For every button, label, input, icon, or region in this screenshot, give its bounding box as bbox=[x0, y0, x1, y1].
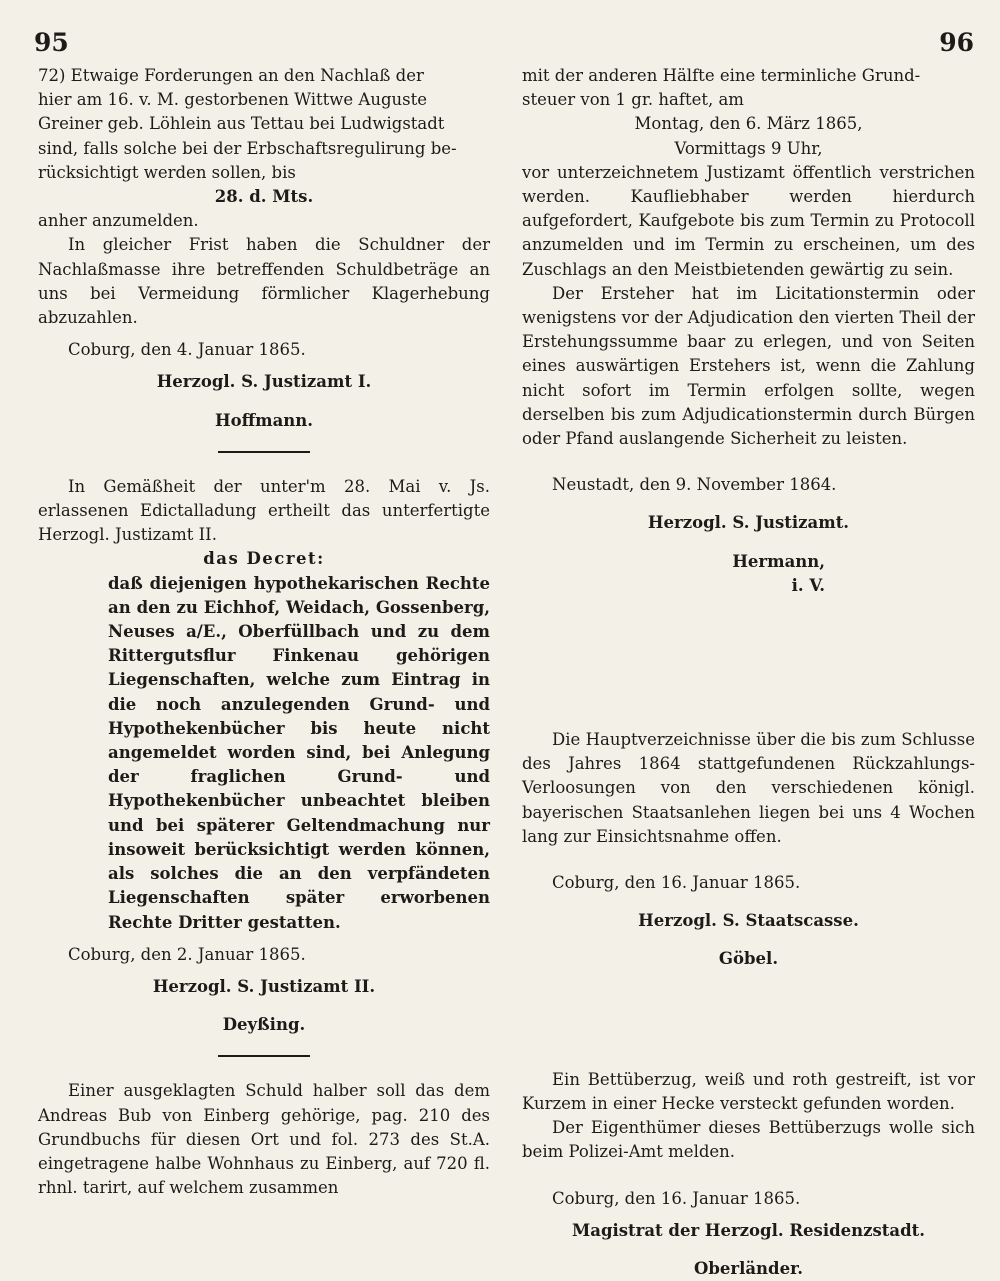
notice1-signature: Hoffmann. bbox=[214, 410, 314, 430]
notice1-debtors: In gleicher Frist haben die Schuldner der Nachlaßmasse ihre betreffenden Schuldbeträge an uns bei Vermeidung förmlicher Klagerhebung abzuzahlen. bbox=[38, 235, 490, 328]
right-column bbox=[522, 64, 975, 1281]
notice4-authority: Herzogl. S. Staatscasse. bbox=[638, 911, 859, 931]
notice4-signature: Göbel. bbox=[718, 949, 779, 969]
notice2-heading: das Decret: bbox=[203, 549, 325, 569]
notice1-line-5: rücksichtigt werden sollen, bis bbox=[38, 162, 296, 182]
divider bbox=[218, 451, 310, 453]
notice2-intro: In Gemäßheit der unter'm 28. Mai v. Js. erlassenen Edictalladung ertheilt das unterfertigte Herzogl. Justizamt II. bbox=[38, 476, 490, 545]
notice2-authority: Herzogl. S. Justizamt II. bbox=[152, 976, 376, 996]
left-column bbox=[38, 64, 490, 1200]
notice3-cont-line-1: mit der anderen Hälfte eine terminliche Grund- bbox=[522, 66, 921, 85]
notice3-signature: Hermann, bbox=[732, 551, 825, 571]
section-gap bbox=[522, 972, 975, 1068]
divider bbox=[218, 1055, 310, 1057]
auction-time: Vormittags 9 Uhr, bbox=[674, 138, 823, 158]
notice1-register: anher anzumelden. bbox=[38, 211, 199, 231]
notice4-text: Die Hauptverzeichnisse über die bis zum Schlusse des Jahres 1864 stattgefundenen Rückzahlungs-Verloosungen von den verschiedenen königl. bayerischen Staatsanlehen liegen bei uns 4 Wochen lang zur Einsichtsnahme offen. bbox=[522, 730, 975, 846]
notice3-place-date: Neustadt, den 9. November 1864. bbox=[552, 475, 837, 495]
notice5-authority: Magistrat der Herzogl. Residenzstadt. bbox=[571, 1220, 926, 1240]
notice1-authority: Herzogl. S. Justizamt I. bbox=[156, 372, 372, 392]
notice1-place-date: Coburg, den 4. Januar 1865. bbox=[68, 340, 306, 360]
notice3-text-2: Der Ersteher hat im Licitationstermin oder wenigstens vor der Adjudication den vierten Theil der Erstehungssumme baar zu erlegen, und von Seiten eines auswärtigen Erstehers ist, wenn die Zahlung nicht sofort im Termin erfolgen sollte, wegen derselben bis zum Adjudicationstermin durch Bürgen oder Pfand auslangende Sicherheit zu leisten. bbox=[522, 283, 975, 449]
notice5-signature: Oberländer. bbox=[693, 1258, 803, 1278]
notice3-text: Einer ausgeklagten Schuld halber soll das dem Andreas Bub von Einberg gehörige, pag. 210 des Grundbuchs für diesen Ort und fol. 273 des St.A. eingetragene halbe Wohnhaus zu Einberg, auf 720 fl. rhnl. tarirt, auf welchem zusammen bbox=[38, 1081, 490, 1198]
notice1-deadline: 28. d. Mts. bbox=[214, 187, 314, 207]
notice5-text-1: Ein Bettüberzug, weiß und roth gestreift, ist vor Kurzem in einer Hecke versteckt gefunden worden. bbox=[522, 1069, 975, 1113]
notice3-cont-line-2: steuer von 1 gr. haftet, am bbox=[522, 90, 744, 110]
section-gap bbox=[522, 598, 975, 728]
page-number-left: 95 bbox=[34, 28, 69, 57]
auction-date: Montag, den 6. März 1865, bbox=[634, 114, 863, 134]
notice1-line-3: Greiner geb. Löhlein aus Tettau bei Ludwigstadt bbox=[38, 114, 445, 134]
notice3-signature-note: i. V. bbox=[791, 575, 825, 595]
notice2-place-date: Coburg, den 2. Januar 1865. bbox=[68, 944, 306, 964]
notice5-place-date: Coburg, den 16. Januar 1865. bbox=[552, 1188, 801, 1208]
notice5-text-2: Der Eigenthümer dieses Bettüberzugs wolle sich beim Polizei-Amt melden. bbox=[522, 1118, 975, 1162]
notice3-authority: Herzogl. S. Justizamt. bbox=[647, 513, 850, 533]
notice1-line-2: hier am 16. v. M. gestorbenen Wittwe Auguste bbox=[38, 90, 428, 110]
notice4-place-date: Coburg, den 16. Januar 1865. bbox=[552, 873, 801, 893]
notice1-line-1: 72) Etwaige Forderungen an den Nachlaß der bbox=[38, 66, 424, 85]
page-number-right: 96 bbox=[939, 28, 974, 57]
notice2-decree: daß diejenigen hypothekarischen Rechte an den zu Eichhof, Weidach, Gossenberg, Neuses a/E., Oberfüllbach und zu dem Rittergutsflur Finkenau gehörigen Liegenschaften, welche zum Eintrag in die noch anzulegenden Grund- und Hypothekenbücher bis heute nicht angemeldet worden sind, bei Anlegung der fraglichen Grund- und Hypothekenbücher unbeachtet bleiben und bei späterer Geltendmachung nur insoweit berücksichtigt werden können, als solches die an den verpfändeten Liegenschaften später erworbenen Rechte Dritter gestatten. bbox=[108, 573, 490, 932]
notice2-signature: Deyßing. bbox=[222, 1015, 306, 1035]
notice1-line-4: sind, falls solche bei der Erbschaftsregulirung be- bbox=[38, 138, 457, 158]
notice3-text-1: vor unterzeichnetem Justizamt öffentlich verstrichen werden. Kaufliebhaber werden hierdurch aufgefordert, Kaufgebote bis zum Termin zu Protocoll anzumelden und im Termin zu erscheinen, um des Zuschlags an den Meistbietenden gewärtig zu sein. bbox=[522, 162, 975, 279]
